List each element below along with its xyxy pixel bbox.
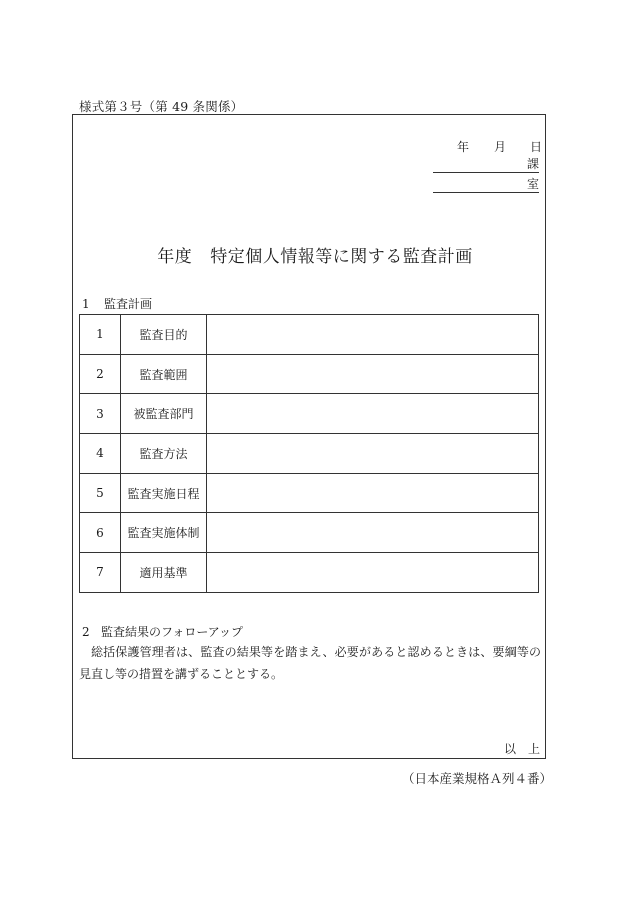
- row-number: 3: [80, 394, 121, 434]
- row-item-label: 被監査部門: [121, 394, 207, 434]
- row-item-label: 監査目的: [121, 315, 207, 355]
- row-value-cell: [207, 434, 539, 474]
- table-row: [80, 473, 539, 513]
- office-suffix-label: 室: [526, 177, 539, 191]
- row-number: 1: [80, 315, 121, 355]
- table-row: [80, 553, 539, 593]
- table-row: [80, 394, 539, 434]
- section-1-title: 監査計画: [104, 297, 153, 311]
- row-value-cell: [207, 553, 539, 593]
- row-value-cell: [207, 473, 539, 513]
- table-row: [80, 315, 539, 355]
- row-number: 5: [80, 473, 121, 513]
- section-2-heading: [82, 623, 243, 640]
- date-year-label: 年: [457, 140, 470, 154]
- row-item-label: 監査実施日程: [121, 473, 207, 513]
- row-value-cell: [207, 354, 539, 394]
- row-item-label: 適用基準: [121, 553, 207, 593]
- form-number-label: 様式第３号（第 49 条関係）: [79, 99, 244, 114]
- title-main: 特定個人情報等に関する監査計画: [210, 247, 473, 267]
- date-day-label: 日: [530, 140, 543, 154]
- section-2-body: 総括保護管理者は、監査の結果等を踏まえ、必要があると認めるときは、要綱等の見直し等の措置を講ずることとする。: [79, 645, 541, 681]
- row-number: 7: [80, 553, 121, 593]
- section-1-heading: [82, 295, 152, 312]
- title-fiscal-year: 年度: [157, 247, 193, 267]
- row-value-cell: [207, 394, 539, 434]
- row-item-label: 監査方法: [121, 434, 207, 474]
- closing-mark: 以上: [504, 742, 553, 756]
- section-suffix-label: 課: [526, 157, 539, 171]
- row-item-label: 監査実施体制: [121, 513, 207, 553]
- row-number: 6: [80, 513, 121, 553]
- row-item-label: 監査範囲: [121, 354, 207, 394]
- table-row: [80, 434, 539, 474]
- section-name-field: [433, 157, 539, 173]
- office-name-field: [433, 177, 539, 193]
- row-number: 4: [80, 434, 121, 474]
- row-value-cell: [207, 513, 539, 553]
- paper-size-note: （日本産業規格Ａ列４番）: [402, 771, 553, 786]
- date-month-label: 月: [494, 140, 507, 154]
- section-2-number: 2: [82, 625, 90, 639]
- table-row: [80, 513, 539, 553]
- audit-plan-table: [79, 314, 539, 593]
- table-row: [80, 354, 539, 394]
- document-title: [0, 242, 630, 267]
- row-number: 2: [80, 354, 121, 394]
- row-value-cell: [207, 315, 539, 355]
- section-2-title: 監査結果のフォローアップ: [101, 625, 243, 639]
- section-1-number: 1: [82, 297, 90, 311]
